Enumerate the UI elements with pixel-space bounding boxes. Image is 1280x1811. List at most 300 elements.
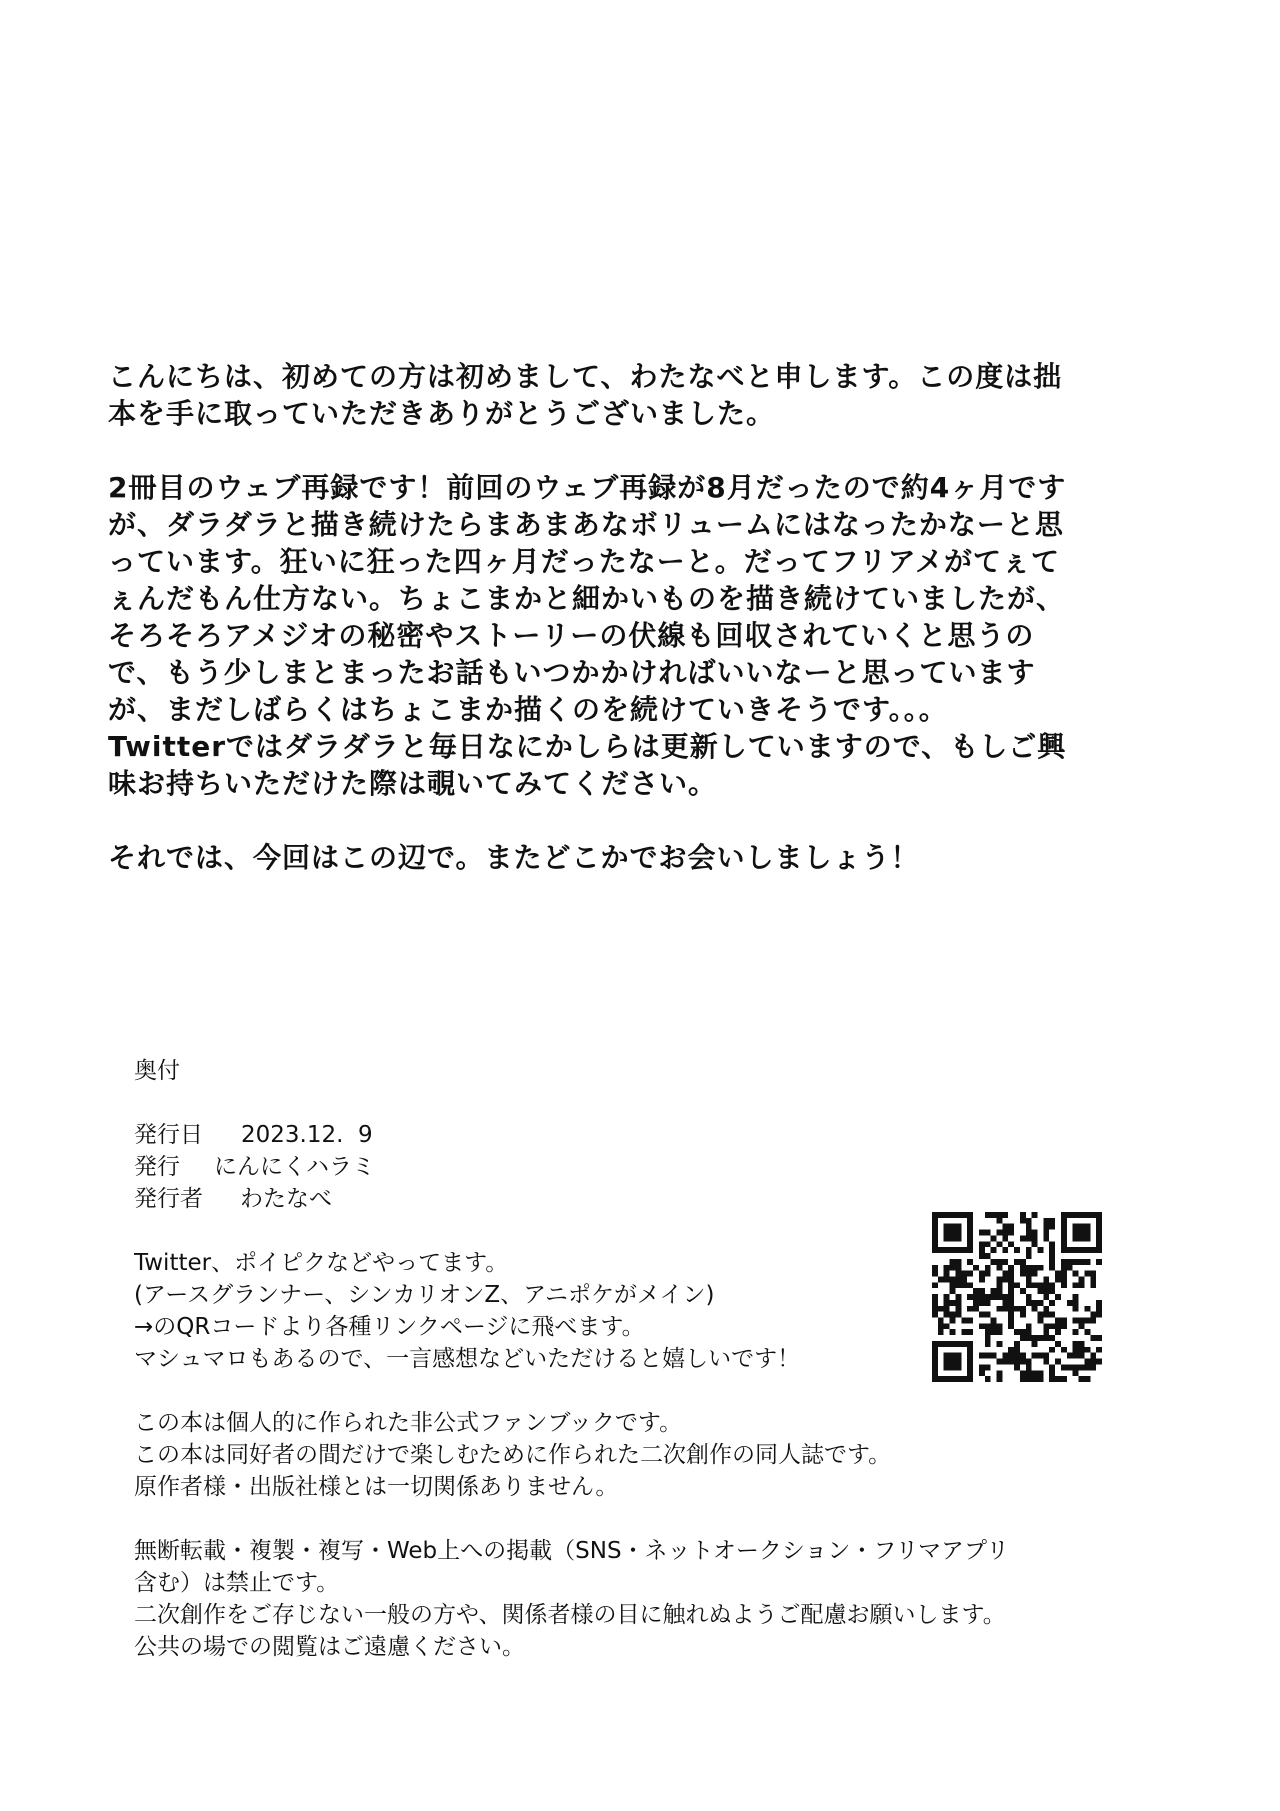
qr-module xyxy=(1079,1376,1085,1382)
qr-module xyxy=(961,1212,967,1218)
qr-module xyxy=(1061,1376,1067,1382)
qr-module xyxy=(985,1294,991,1300)
qr-code-icon[interactable] xyxy=(932,1212,1102,1382)
qr-module xyxy=(996,1306,1002,1312)
qr-module xyxy=(950,1288,956,1294)
qr-module xyxy=(1061,1224,1067,1230)
qr-module xyxy=(1096,1212,1102,1218)
qr-module xyxy=(932,1347,938,1353)
qr-module xyxy=(1073,1329,1079,1335)
qr-module xyxy=(1096,1335,1102,1341)
qr-module xyxy=(1090,1359,1096,1365)
qr-module xyxy=(967,1359,973,1365)
qr-module xyxy=(1026,1224,1032,1230)
qr-module xyxy=(1055,1359,1061,1365)
qr-module xyxy=(1014,1359,1020,1365)
qr-module xyxy=(1043,1288,1049,1294)
qr-module xyxy=(1008,1318,1014,1324)
qr-module xyxy=(1026,1370,1032,1376)
qr-module xyxy=(950,1282,956,1288)
qr-module xyxy=(1020,1235,1026,1241)
qr-module xyxy=(1026,1376,1032,1382)
qr-module xyxy=(950,1259,956,1265)
qr-module xyxy=(996,1212,1002,1218)
notice-line: この本は個人的に作られた非公式ファンブックです。 xyxy=(134,1410,683,1436)
qr-module xyxy=(1014,1364,1020,1370)
qr-module xyxy=(1061,1259,1067,1265)
qr-module xyxy=(1067,1300,1073,1306)
qr-module xyxy=(1002,1294,1008,1300)
qr-module xyxy=(932,1359,938,1365)
qr-module xyxy=(1096,1241,1102,1247)
qr-module xyxy=(1049,1288,1055,1294)
qr-module xyxy=(1055,1318,1061,1324)
issuer-row xyxy=(134,1183,1174,1215)
qr-module xyxy=(1020,1265,1026,1271)
qr-module xyxy=(1043,1329,1049,1335)
qr-module xyxy=(950,1376,956,1382)
qr-module xyxy=(938,1341,944,1347)
qr-module xyxy=(1073,1306,1079,1312)
sns-line: Twitter、ポイピクなどやってます。 xyxy=(134,1250,509,1276)
qr-module xyxy=(985,1271,991,1277)
qr-module xyxy=(967,1235,973,1241)
qr-module xyxy=(950,1265,956,1271)
qr-module xyxy=(1084,1329,1090,1335)
qr-module xyxy=(1002,1224,1008,1230)
qr-module xyxy=(1049,1335,1055,1341)
qr-module xyxy=(979,1294,985,1300)
qr-module xyxy=(1079,1224,1085,1230)
publisher-row xyxy=(134,1151,1174,1183)
qr-module xyxy=(1084,1247,1090,1253)
qr-module xyxy=(1073,1259,1079,1265)
qr-module xyxy=(1020,1312,1026,1318)
qr-module xyxy=(1073,1230,1079,1236)
qr-module xyxy=(1026,1294,1032,1300)
qr-module xyxy=(1026,1335,1032,1341)
qr-module xyxy=(944,1323,950,1329)
qr-module xyxy=(1014,1329,1020,1335)
qr-module xyxy=(991,1294,997,1300)
publisher-value: にんにくハラミ xyxy=(214,1154,375,1180)
afterword-line: それでは、今回はこの辺で。またどこかでお会いしましょう！ xyxy=(108,841,920,874)
qr-module xyxy=(985,1329,991,1335)
qr-module xyxy=(996,1230,1002,1236)
qr-module xyxy=(932,1247,938,1253)
qr-module xyxy=(985,1376,991,1382)
qr-module xyxy=(932,1235,938,1241)
qr-module xyxy=(1090,1364,1096,1370)
qr-module xyxy=(932,1353,938,1359)
sns-line: →のQRコードより各種リンクページに飛べます。 xyxy=(134,1314,645,1340)
qr-module xyxy=(1055,1329,1061,1335)
qr-module xyxy=(1049,1323,1055,1329)
qr-module xyxy=(1038,1353,1044,1359)
qr-module xyxy=(932,1364,938,1370)
qr-module xyxy=(1049,1370,1055,1376)
qr-module xyxy=(938,1306,944,1312)
qr-module xyxy=(967,1241,973,1247)
qr-module xyxy=(967,1353,973,1359)
qr-module xyxy=(996,1329,1002,1335)
qr-module xyxy=(1061,1282,1067,1288)
afterword-line: で、もう少しまとまったお話もいつかかければいいなーと思っています xyxy=(108,656,1036,689)
qr-module xyxy=(944,1364,950,1370)
qr-module xyxy=(950,1364,956,1370)
qr-module xyxy=(950,1230,956,1236)
qr-module xyxy=(1008,1359,1014,1365)
qr-module xyxy=(1043,1276,1049,1282)
qr-module xyxy=(1049,1282,1055,1288)
qr-module xyxy=(991,1323,997,1329)
qr-module xyxy=(950,1300,956,1306)
qr-module xyxy=(996,1288,1002,1294)
qr-module xyxy=(1055,1271,1061,1277)
qr-module xyxy=(1049,1312,1055,1318)
qr-module xyxy=(1079,1235,1085,1241)
qr-module xyxy=(1073,1235,1079,1241)
qr-module xyxy=(1061,1230,1067,1236)
qr-module xyxy=(1055,1294,1061,1300)
qr-module xyxy=(1020,1259,1026,1265)
qr-module xyxy=(1020,1288,1026,1294)
qr-module xyxy=(1008,1265,1014,1271)
qr-module xyxy=(967,1347,973,1353)
qr-module xyxy=(1067,1364,1073,1370)
qr-module xyxy=(1008,1282,1014,1288)
qr-module xyxy=(1090,1276,1096,1282)
qr-module xyxy=(1008,1306,1014,1312)
qr-module xyxy=(1032,1300,1038,1306)
afterword-line: 本を手に取っていただきありがとうございました。 xyxy=(108,397,776,430)
afterword-line: Twitterではダラダラと毎日なにかしらは更新していますので、もしご興 xyxy=(108,730,1067,763)
qr-module xyxy=(1096,1224,1102,1230)
qr-module xyxy=(1079,1212,1085,1218)
qr-module xyxy=(996,1276,1002,1282)
qr-module xyxy=(1032,1230,1038,1236)
qr-module xyxy=(996,1359,1002,1365)
qr-module xyxy=(1020,1306,1026,1312)
afterword-line: そろそろアメジオの秘密やストーリーの伏線も回収されていくと思うの xyxy=(108,619,1035,652)
qr-module xyxy=(1049,1224,1055,1230)
qr-module xyxy=(1038,1370,1044,1376)
qr-module xyxy=(950,1318,956,1324)
qr-module xyxy=(991,1247,997,1253)
qr-module xyxy=(1073,1247,1079,1253)
qr-module xyxy=(955,1353,961,1359)
qr-module xyxy=(938,1276,944,1282)
qr-module xyxy=(996,1294,1002,1300)
qr-module xyxy=(1084,1364,1090,1370)
qr-module xyxy=(985,1335,991,1341)
qr-module xyxy=(1002,1235,1008,1241)
qr-module xyxy=(1090,1318,1096,1324)
qr-module xyxy=(932,1212,938,1218)
qr-module xyxy=(1020,1271,1026,1277)
qr-module xyxy=(1084,1271,1090,1277)
issuer-label: 発行者 xyxy=(134,1186,203,1212)
afterword-line: ぇんだもん仕方ない。ちょこまかと細かいものを描き続けていましたが、 xyxy=(108,582,1066,615)
qr-module xyxy=(985,1300,991,1306)
qr-module xyxy=(1090,1212,1096,1218)
qr-module xyxy=(950,1247,956,1253)
qr-module xyxy=(1090,1353,1096,1359)
qr-module xyxy=(1038,1288,1044,1294)
qr-module xyxy=(938,1247,944,1253)
qr-module xyxy=(1008,1224,1014,1230)
qr-module xyxy=(932,1306,938,1312)
qr-module xyxy=(1067,1247,1073,1253)
qr-module xyxy=(1002,1306,1008,1312)
qr-module xyxy=(955,1224,961,1230)
qr-module xyxy=(1049,1253,1055,1259)
qr-module xyxy=(967,1294,973,1300)
qr-module xyxy=(996,1259,1002,1265)
qr-module xyxy=(967,1247,973,1253)
qr-module xyxy=(991,1212,997,1218)
qr-module xyxy=(944,1235,950,1241)
qr-module xyxy=(1067,1212,1073,1218)
issuer-value: わたなべ xyxy=(240,1186,332,1212)
qr-module xyxy=(1014,1306,1020,1312)
qr-module xyxy=(1073,1271,1079,1277)
qr-module xyxy=(1090,1282,1096,1288)
qr-module xyxy=(1073,1341,1079,1347)
qr-module xyxy=(944,1376,950,1382)
qr-module xyxy=(938,1318,944,1324)
qr-module xyxy=(932,1282,938,1288)
qr-module xyxy=(1084,1259,1090,1265)
qr-module xyxy=(967,1230,973,1236)
qr-module xyxy=(1043,1312,1049,1318)
qr-module xyxy=(996,1370,1002,1376)
qr-module xyxy=(1038,1335,1044,1341)
qr-module xyxy=(967,1218,973,1224)
qr-module xyxy=(979,1312,985,1318)
qr-module xyxy=(1026,1276,1032,1282)
qr-module xyxy=(1020,1212,1026,1218)
qr-module xyxy=(1090,1247,1096,1253)
qr-module xyxy=(955,1276,961,1282)
qr-module xyxy=(950,1341,956,1347)
qr-module xyxy=(1020,1329,1026,1335)
qr-module xyxy=(955,1265,961,1271)
qr-module xyxy=(979,1353,985,1359)
qr-module xyxy=(950,1359,956,1365)
qr-module xyxy=(1073,1318,1079,1324)
qr-module xyxy=(967,1259,973,1265)
afterword-line: が、ダラダラと描き続けたらまあまあなボリュームにはなったかなーと思 xyxy=(108,508,1064,541)
qr-module xyxy=(967,1282,973,1288)
qr-module xyxy=(1002,1259,1008,1265)
qr-module xyxy=(1032,1335,1038,1341)
qr-module xyxy=(932,1341,938,1347)
qr-module xyxy=(961,1247,967,1253)
sns-line: (アースグランナー、シンカリオンZ、アニポケがメイン) xyxy=(134,1282,715,1308)
qr-module xyxy=(1079,1259,1085,1265)
qr-module xyxy=(1061,1218,1067,1224)
qr-module xyxy=(1014,1282,1020,1288)
qr-module xyxy=(967,1341,973,1347)
qr-module xyxy=(1002,1276,1008,1282)
qr-module xyxy=(1032,1271,1038,1277)
qr-module xyxy=(1026,1247,1032,1253)
qr-module xyxy=(1090,1335,1096,1341)
qr-module xyxy=(1067,1265,1073,1271)
qr-module xyxy=(1026,1329,1032,1335)
qr-module xyxy=(932,1312,938,1318)
qr-module xyxy=(991,1318,997,1324)
issue-date-value: 2023.12. 9 xyxy=(241,1122,373,1148)
qr-module xyxy=(1084,1306,1090,1312)
qr-module xyxy=(1026,1218,1032,1224)
qr-module xyxy=(1026,1230,1032,1236)
qr-module xyxy=(938,1376,944,1382)
qr-module xyxy=(1026,1300,1032,1306)
qr-module xyxy=(961,1271,967,1277)
qr-module xyxy=(1032,1241,1038,1247)
qr-module xyxy=(932,1265,938,1271)
qr-module xyxy=(955,1259,961,1265)
qr-module xyxy=(996,1282,1002,1288)
qr-module xyxy=(1026,1271,1032,1277)
qr-module xyxy=(1014,1259,1020,1265)
qr-module xyxy=(996,1376,1002,1382)
qr-module xyxy=(1002,1247,1008,1253)
qr-module xyxy=(1084,1347,1090,1353)
qr-module xyxy=(1096,1347,1102,1353)
qr-module xyxy=(955,1247,961,1253)
qr-module xyxy=(950,1312,956,1318)
qr-module xyxy=(1096,1306,1102,1312)
qr-module xyxy=(944,1224,950,1230)
sns-line: マシュマロもあるので、一言感想などいただけると嬉しいです！ xyxy=(134,1346,801,1372)
qr-module xyxy=(1008,1294,1014,1300)
qr-module xyxy=(955,1359,961,1365)
qr-module xyxy=(979,1271,985,1277)
qr-module xyxy=(1084,1212,1090,1218)
qr-module xyxy=(961,1376,967,1382)
qr-module xyxy=(944,1265,950,1271)
qr-module xyxy=(979,1323,985,1329)
qr-module xyxy=(1043,1218,1049,1224)
warning-line: 公共の場での閲覧はご遠慮ください。 xyxy=(134,1634,525,1660)
afterword-line: っています。狂いに狂った四ヶ月だったなーと。だってフリアメがてぇて xyxy=(108,545,1060,578)
warning-line: 無断転載・複製・複写・Web上への掲載（SNS・ネットオークション・フリマアプリ xyxy=(134,1538,1010,1564)
qr-module xyxy=(1002,1300,1008,1306)
qr-module xyxy=(1043,1306,1049,1312)
qr-module xyxy=(1032,1353,1038,1359)
afterword xyxy=(108,358,1108,913)
qr-module xyxy=(955,1271,961,1277)
qr-module xyxy=(1055,1323,1061,1329)
qr-module xyxy=(967,1318,973,1324)
qr-module xyxy=(1073,1212,1079,1218)
qr-module xyxy=(973,1300,979,1306)
qr-module xyxy=(950,1329,956,1335)
qr-module xyxy=(1061,1212,1067,1218)
qr-module xyxy=(1079,1318,1085,1324)
qr-module xyxy=(955,1341,961,1347)
qr-module xyxy=(1002,1230,1008,1236)
qr-module xyxy=(1043,1235,1049,1241)
qr-module xyxy=(1079,1364,1085,1370)
qr-module xyxy=(1008,1241,1014,1247)
qr-module xyxy=(961,1341,967,1347)
afterword-line: が、まだしばらくはちょこまか描くのを続けていきそうです。。。 xyxy=(108,693,948,726)
qr-module xyxy=(932,1370,938,1376)
qr-module xyxy=(932,1300,938,1306)
qr-module xyxy=(967,1376,973,1382)
qr-module xyxy=(1008,1300,1014,1306)
qr-module xyxy=(967,1212,973,1218)
qr-module xyxy=(944,1312,950,1318)
qr-module xyxy=(1073,1347,1079,1353)
qr-module xyxy=(1020,1376,1026,1382)
qr-module xyxy=(1014,1347,1020,1353)
qr-module xyxy=(1026,1235,1032,1241)
qr-module xyxy=(1049,1241,1055,1247)
qr-module xyxy=(1079,1353,1085,1359)
qr-module xyxy=(1061,1241,1067,1247)
qr-module xyxy=(1043,1282,1049,1288)
qr-module xyxy=(1008,1323,1014,1329)
qr-module xyxy=(950,1276,956,1282)
qr-module xyxy=(1073,1294,1079,1300)
qr-module xyxy=(979,1300,985,1306)
qr-module xyxy=(932,1376,938,1382)
qr-module xyxy=(1096,1218,1102,1224)
qr-module xyxy=(1002,1353,1008,1359)
qr-module xyxy=(991,1288,997,1294)
afterword-line: 味お持ちいただけた際は覗いてみてください。 xyxy=(108,767,718,800)
qr-module xyxy=(944,1294,950,1300)
qr-module xyxy=(1067,1259,1073,1265)
qr-module xyxy=(955,1312,961,1318)
qr-module xyxy=(1096,1312,1102,1318)
qr-module xyxy=(985,1364,991,1370)
qr-module xyxy=(979,1241,985,1247)
qr-module xyxy=(985,1341,991,1347)
qr-module xyxy=(1067,1353,1073,1359)
qr-module xyxy=(950,1353,956,1359)
qr-module xyxy=(1038,1247,1044,1253)
qr-module xyxy=(955,1282,961,1288)
qr-module xyxy=(1008,1276,1014,1282)
qr-module xyxy=(1073,1300,1079,1306)
qr-module xyxy=(938,1212,944,1218)
warning-line: 二次創作をご存じない一般の方や、関係者様の目に触れぬようご配慮お願いします。 xyxy=(134,1602,1006,1628)
qr-module xyxy=(1043,1230,1049,1236)
qr-module xyxy=(1038,1265,1044,1271)
qr-module xyxy=(1032,1341,1038,1347)
qr-module xyxy=(961,1282,967,1288)
qr-module xyxy=(1061,1271,1067,1277)
qr-module xyxy=(1008,1230,1014,1236)
qr-module xyxy=(1020,1353,1026,1359)
qr-module xyxy=(979,1247,985,1253)
qr-module xyxy=(1061,1364,1067,1370)
qr-module xyxy=(1079,1341,1085,1347)
qr-module xyxy=(1061,1318,1067,1324)
afterword-line: 2冊目のウェブ再録です！前回のウェブ再録が8月だったので約4ヶ月です xyxy=(108,471,1067,504)
qr-module xyxy=(1049,1376,1055,1382)
qr-module xyxy=(955,1230,961,1236)
qr-module xyxy=(1026,1359,1032,1365)
qr-module xyxy=(985,1353,991,1359)
qr-module xyxy=(955,1306,961,1312)
